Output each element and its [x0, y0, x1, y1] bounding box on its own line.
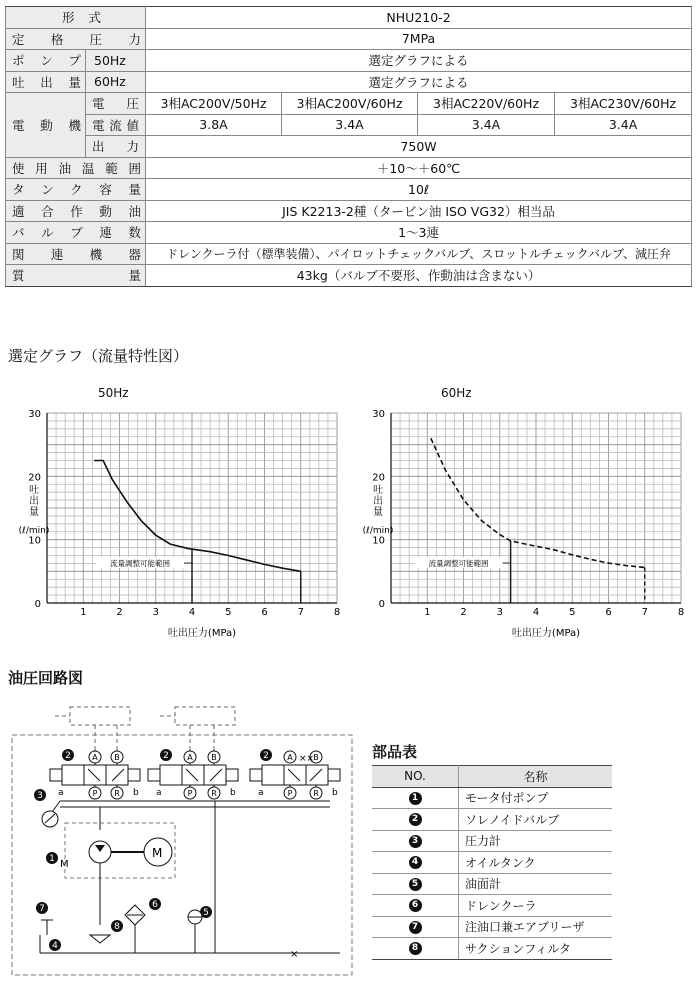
- parts-no: 5: [409, 878, 422, 891]
- callout-3: 3: [37, 791, 43, 801]
- circuit-section-title: 油圧回路図: [8, 669, 84, 687]
- parts-row: [372, 895, 612, 917]
- related-label: 関連機器: [6, 243, 146, 265]
- chart-60hz-y-label: 出: [373, 496, 383, 507]
- voltage-2: 3相AC200V/60Hz: [282, 93, 418, 115]
- chart-50hz-x-tick: 3: [152, 607, 159, 618]
- motor-label: M: [152, 846, 163, 860]
- oil-temp-value: ＋10〜＋60℃: [146, 157, 692, 179]
- voltage-1: 3相AC200V/50Hz: [146, 93, 282, 115]
- chart-50hz-y-label: 出: [29, 496, 39, 507]
- chart-50hz-x-tick: 1: [80, 607, 87, 618]
- chart-50hz-y-label: 吐: [29, 485, 39, 496]
- discharge-label: 吐出量: [6, 71, 86, 93]
- plug-mark-icon: ××: [299, 754, 315, 764]
- parts-no: 2: [409, 813, 422, 826]
- return-x-icon: ×: [290, 949, 299, 960]
- chart-60hz-x-tick: 8: [677, 607, 685, 618]
- mass-value: 43kg（バルブ不要形、作動油は含まない）: [146, 265, 692, 287]
- parts-no: 3: [409, 835, 422, 848]
- parts-no: 8: [409, 942, 422, 955]
- chart-50hz-y-tick: 10: [28, 535, 41, 547]
- callout-7: 7: [39, 904, 45, 914]
- chart-50hz-x-tick: 8: [333, 607, 341, 618]
- model-value: NHU210-2: [146, 7, 692, 29]
- spec-table: [5, 6, 692, 287]
- chart-50hz-y-unit: (ℓ/min): [18, 526, 50, 536]
- side-b-1: b: [133, 788, 139, 798]
- callout-1: 1: [49, 854, 55, 864]
- chart-60hz-title: 60Hz: [441, 386, 472, 400]
- parts-no: 4: [409, 856, 422, 869]
- related-value: ドレンクーラ付（標準装備）、パイロットチェックバルブ、スロットルチェックバルブ、減圧弁: [146, 243, 692, 265]
- parts-row: [372, 787, 612, 809]
- chart-60hz-y-tick: 0: [378, 599, 385, 610]
- parts-name: ソレノイドバルブ: [459, 809, 613, 831]
- hz50-label: 50Hz: [86, 50, 146, 72]
- mass-label: 質量: [6, 265, 146, 287]
- chart-60hz-x-tick: 7: [641, 607, 648, 618]
- chart-60hz-x-tick: 1: [424, 607, 431, 618]
- current-3: 3.4A: [418, 114, 555, 136]
- actuator-1: [55, 707, 130, 750]
- port-b-2-label: B: [211, 753, 217, 762]
- port-p-1-label: P: [92, 789, 98, 798]
- tank-value: 10ℓ: [146, 179, 692, 201]
- port-p-3-label: P: [287, 789, 293, 798]
- current-4: 3.4A: [555, 114, 692, 136]
- graph-section-title: 選定グラフ（流量特性図）: [8, 347, 189, 365]
- pump-label: ポンプ: [6, 50, 86, 72]
- parts-name: サクションフィルタ: [459, 938, 613, 960]
- current-label: 電流値: [86, 114, 146, 136]
- callout-2c: 2: [263, 751, 269, 761]
- parts-row: [372, 830, 612, 852]
- parts-title: 部品表: [372, 743, 418, 761]
- chart-60hz-y-label: 吐: [373, 485, 383, 496]
- parts-row: [372, 852, 612, 874]
- parts-table: [372, 765, 612, 960]
- discharge-50-value: 選定グラフによる: [146, 50, 692, 72]
- rated-pressure-label: 定格圧力: [6, 28, 146, 50]
- chart-60hz-x-tick: 6: [605, 607, 612, 618]
- parts-row: [372, 916, 612, 938]
- discharge-60-value: 選定グラフによる: [146, 71, 692, 93]
- chart-60hz-y-tick: 20: [372, 472, 385, 484]
- parts-col-name: 名称: [459, 766, 613, 788]
- side-a-2: a: [156, 788, 162, 798]
- parts-row: [372, 873, 612, 895]
- chart-60hz-x-tick: 5: [569, 607, 576, 618]
- chart-50hz-range-label: 流量調整可能範囲: [110, 559, 170, 568]
- callout-2a: 2: [65, 751, 71, 761]
- chart-50hz-y-tick: 0: [34, 599, 41, 610]
- chart-60hz-flow-curve: [428, 438, 645, 568]
- oil-temp-label: 使用油温範囲: [6, 157, 146, 179]
- port-a-3-label: A: [287, 753, 293, 762]
- callout-2b: 2: [163, 751, 169, 761]
- oil-label: 適合作動油: [6, 200, 146, 222]
- chart-50hz-title: 50Hz: [98, 386, 129, 400]
- port-a-1-label: A: [92, 753, 98, 762]
- voltage-3: 3相AC220V/60Hz: [418, 93, 555, 115]
- chart-60hz-y-tick: 10: [372, 535, 385, 547]
- output-label: 出力: [86, 136, 146, 158]
- valve-value: 1〜3連: [146, 222, 692, 244]
- callout-4: 4: [52, 941, 58, 951]
- chart-50hz-x-tick: 7: [297, 607, 304, 618]
- chart-50hz-y-tick: 20: [28, 472, 41, 484]
- parts-name: 油面計: [459, 873, 613, 895]
- chart-60hz-x-label: 吐出圧力(MPa): [511, 628, 581, 639]
- parts-no: 7: [409, 921, 422, 934]
- side-b-3: b: [332, 788, 338, 798]
- hydraulic-circuit-diagram: [0, 695, 360, 985]
- model-label: 形式: [6, 7, 146, 29]
- callout-6: 6: [152, 900, 158, 910]
- callout-8: 8: [114, 922, 120, 932]
- port-r-2-label: R: [211, 789, 217, 798]
- rated-pressure-value: 7MPa: [146, 28, 692, 50]
- voltage-4: 3相AC230V/60Hz: [555, 93, 692, 115]
- motor-label: 電動機: [6, 93, 86, 158]
- side-a-1: a: [58, 788, 64, 798]
- parts-no: 1: [409, 792, 422, 805]
- chart-50hz-x-tick: 6: [261, 607, 268, 618]
- suction-filter-icon: [90, 935, 110, 943]
- parts-name: ドレンクーラ: [459, 895, 613, 917]
- tank-label: タンク容量: [6, 179, 146, 201]
- port-a-2-label: A: [187, 753, 193, 762]
- chart-60hz-y-label: 量: [373, 507, 383, 518]
- output-value: 750W: [146, 136, 692, 158]
- port-p-2-label: P: [187, 789, 193, 798]
- port-b-1-label: B: [114, 753, 120, 762]
- parts-name: モータ付ポンプ: [459, 787, 613, 809]
- chart-50hz-y-label: 量: [29, 507, 39, 518]
- parts-row: [372, 938, 612, 960]
- parts-name: 注油口兼エアブリーザ: [459, 916, 613, 938]
- actuator-2: [160, 707, 235, 750]
- hz60-label: 60Hz: [86, 71, 146, 93]
- chart-60hz-y-unit: (ℓ/min): [362, 526, 394, 536]
- port-b-3-label: B: [313, 753, 319, 762]
- chart-50hz-x-tick: 2: [116, 607, 123, 618]
- parts-row: [372, 809, 612, 831]
- port-r-1-label: R: [114, 789, 120, 798]
- chart-60hz-x-tick: 2: [460, 607, 467, 618]
- flow-charts: [0, 380, 700, 660]
- chart-60hz-x-tick: 3: [496, 607, 503, 618]
- parts-name: オイルタンク: [459, 852, 613, 874]
- motor-m-label: M: [60, 859, 69, 870]
- chart-60hz-range-label: 流量調整可能範囲: [428, 559, 489, 568]
- side-a-3: a: [258, 788, 264, 798]
- side-b-2: b: [230, 788, 236, 798]
- callout-5: 5: [203, 908, 209, 918]
- chart-50hz-x-label: 吐出圧力(MPa): [167, 628, 237, 639]
- port-r-3-label: R: [313, 789, 319, 798]
- current-2: 3.4A: [282, 114, 418, 136]
- valve-label: バルブ連数: [6, 222, 146, 244]
- chart-50hz-y-tick: 30: [28, 409, 41, 420]
- parts-name: 圧力計: [459, 830, 613, 852]
- chart-60hz-y-tick: 30: [372, 409, 385, 420]
- parts-col-no: NO.: [372, 766, 459, 788]
- oil-value: JIS K2213-2種（タービン油 ISO VG32）相当品: [146, 200, 692, 222]
- chart-60hz-x-tick: 4: [532, 607, 540, 618]
- parts-no: 6: [409, 899, 422, 912]
- chart-50hz-x-tick: 4: [188, 607, 196, 618]
- chart-50hz-x-tick: 5: [225, 607, 232, 618]
- voltage-label: 電圧: [86, 93, 146, 115]
- current-1: 3.8A: [146, 114, 282, 136]
